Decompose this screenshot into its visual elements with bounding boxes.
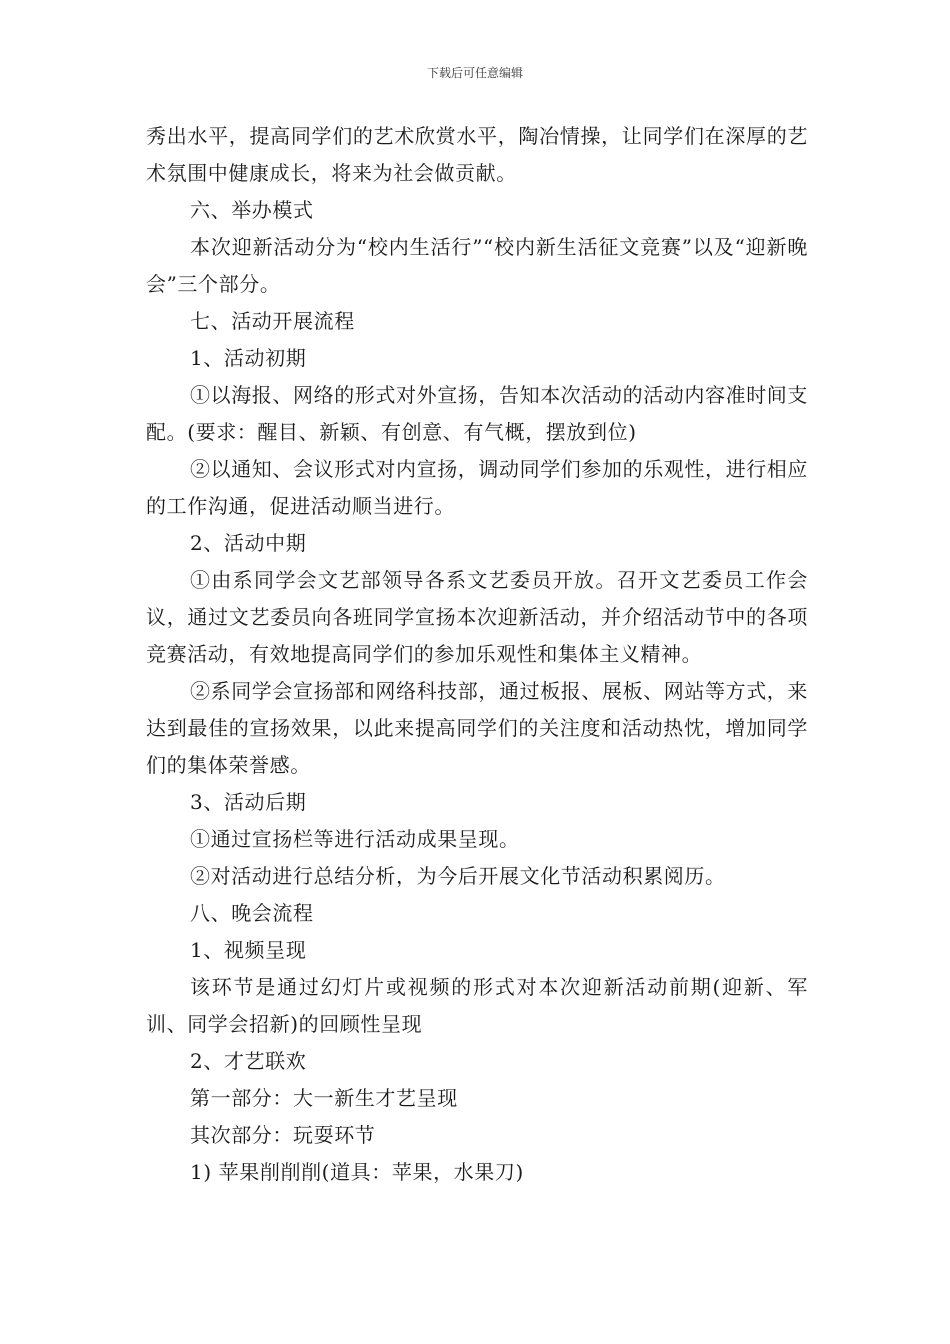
- paragraph: ②以通知、会议形式对内宣扬，调动同学们参加的乐观性，进行相应的工作沟通，促进活动顺当进行。: [146, 457, 808, 518]
- subsection-heading: 3、活动后期: [190, 790, 307, 814]
- subsection-heading: 1、活动初期: [190, 346, 307, 370]
- paragraph: 第一部分：大一新生才艺呈现: [190, 1086, 458, 1110]
- paragraph: 其次部分：玩耍环节: [190, 1123, 376, 1147]
- page-header: 下载后可任意编辑: [426, 66, 523, 80]
- paragraph: ②系同学会宣扬部和网络科技部，通过板报、展板、网站等方式，来达到最佳的宣扬效果，以此来提高同学们的关注度和活动热忱，增加同学们的集体荣誉感。: [146, 679, 808, 777]
- section-heading: 六、举办模式: [190, 198, 314, 222]
- paragraph: ①通过宣扬栏等进行活动成果呈现。: [190, 827, 520, 851]
- subsection-heading: 2、才艺联欢: [190, 1049, 307, 1073]
- subsection-heading: 2、活动中期: [190, 531, 307, 555]
- paragraph-continuation: 秀出水平，提高同学们的艺术欣赏水平，陶冶情操，让同学们在深厚的艺术氛围中健康成长，将来为社会做贡献。: [146, 124, 808, 185]
- paragraph: ①以海报、网络的形式对外宣扬，告知本次活动的活动内容准时间支配。(要求：醒目、新颖、有创意、有气概，摆放到位): [146, 383, 808, 444]
- list-item: 1) 苹果削削削(道具：苹果，水果刀): [190, 1160, 524, 1184]
- paragraph: 本次迎新活动分为“校内生活行”“校内新生活征文竞赛”以及“迎新晚会”三个部分。: [146, 235, 808, 296]
- section-heading: 八、晚会流程: [190, 901, 314, 925]
- paragraph: 该环节是通过幻灯片或视频的形式对本次迎新活动前期(迎新、军训、同学会招新)的回顾性呈现: [146, 975, 808, 1036]
- section-heading: 七、活动开展流程: [190, 309, 355, 333]
- subsection-heading: 1、视频呈现: [190, 938, 307, 962]
- document-body: [146, 118, 808, 1191]
- paragraph: ②对活动进行总结分析，为今后开展文化节活动积累阅历。: [190, 864, 726, 888]
- paragraph: ①由系同学会文艺部领导各系文艺委员开放。召开文艺委员工作会议，通过文艺委员向各班同学宣扬本次迎新活动，并介绍活动节中的各项竞赛活动，有效地提高同学们的参加乐观性和集体主义精神。: [146, 568, 808, 666]
